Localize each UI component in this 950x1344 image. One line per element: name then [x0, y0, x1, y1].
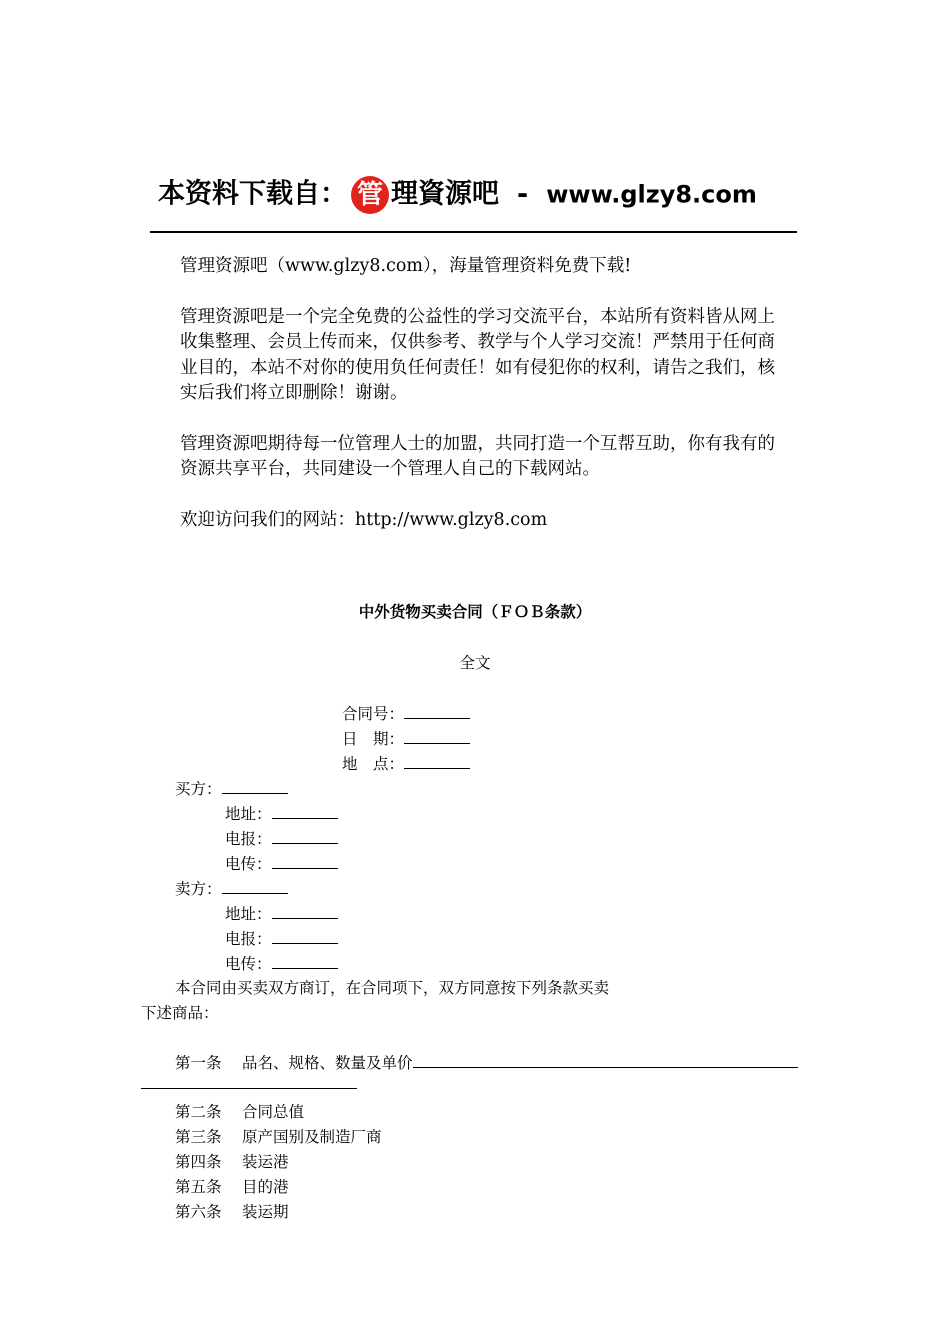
article-1-blank-continuation [141, 1088, 357, 1089]
buyer-telegram-field [225, 827, 338, 849]
seller-fax-field [225, 952, 338, 974]
seller-fax-blank [272, 954, 338, 969]
banner-prefix: 本资料下载自： [158, 178, 347, 210]
buyer-fax-blank [272, 854, 338, 869]
article-3 [175, 1125, 382, 1147]
preamble-line-1: 本合同由买卖双方商订，在合同项下，双方同意按下列条款买卖 [175, 980, 610, 997]
download-source-banner [158, 170, 757, 218]
buyer-label: 买方： [175, 781, 222, 798]
article-text: 目的港 [242, 1179, 289, 1196]
buyer-fax-field [225, 852, 338, 874]
banner-logo-text: 理資源吧 [391, 178, 499, 210]
banner-dash: - [517, 178, 529, 210]
date-blank [404, 729, 470, 744]
intro-paragraph-2: 管理资源吧是一个完全免费的公益性的学习交流平台，本站所有资料皆从网上收集整理、会员上传而来，仅供参考、教学与个人学习交流！严禁用于任何商业目的，本站不对你的使用负任何责任！如有侵犯你的权利，请告之我们，核实后我们将立即删除！谢谢。 [180, 306, 775, 403]
article-text: 装运港 [242, 1154, 289, 1171]
article-1-blank [413, 1053, 798, 1068]
article-text: 合同总值 [242, 1104, 305, 1121]
article-text: 原产国别及制造厂商 [242, 1129, 382, 1146]
article-text: 品名、规格、数量及单价 [242, 1055, 413, 1072]
seller-telegram-blank [272, 929, 338, 944]
buyer-blank [222, 779, 288, 794]
contract-subtitle: 全文 [459, 655, 491, 672]
place-blank [404, 754, 470, 769]
buyer-fax-label: 电传： [225, 856, 272, 873]
article-number: 第三条 [175, 1129, 222, 1146]
article-5 [175, 1175, 289, 1197]
buyer-field [175, 777, 288, 799]
contract-no-blank [404, 704, 470, 719]
seller-blank [222, 879, 288, 894]
article-number: 第六条 [175, 1204, 222, 1221]
date-field [342, 727, 470, 749]
article-number: 第五条 [175, 1179, 222, 1196]
site-logo-icon: 管 [351, 176, 389, 214]
intro-notice [180, 254, 780, 558]
seller-label: 卖方： [175, 881, 222, 898]
banner-divider [150, 231, 797, 233]
buyer-address-blank [272, 804, 338, 819]
seller-telegram-field [225, 927, 338, 949]
buyer-telegram-blank [272, 829, 338, 844]
intro-paragraph-3: 管理资源吧期待每一位管理人士的加盟，共同打造一个互帮互助，你有我有的资源共享平台，共同建设一个管理人自己的下载网站。 [180, 433, 775, 479]
seller-address-label: 地址： [225, 906, 272, 923]
buyer-telegram-label: 电报： [225, 831, 272, 848]
preamble-line-2: 下述商品： [141, 1005, 219, 1022]
article-number: 第一条 [175, 1055, 222, 1072]
article-4 [175, 1150, 289, 1172]
seller-address-blank [272, 904, 338, 919]
intro-paragraph-4: 欢迎访问我们的网站：http://www.glzy8.com [180, 509, 548, 530]
seller-telegram-label: 电报： [225, 931, 272, 948]
place-field [342, 752, 470, 774]
contract-title: 中外货物买卖合同（ＦＯＢ条款） [358, 604, 592, 621]
seller-fax-label: 电传： [225, 956, 272, 973]
contract-no-field [342, 702, 470, 724]
date-label: 日 期： [342, 731, 405, 748]
contract-no-label: 合同号： [342, 706, 405, 723]
seller-address-field [225, 902, 338, 924]
seller-field [175, 877, 288, 899]
article-6 [175, 1200, 289, 1222]
article-number: 第二条 [175, 1104, 222, 1121]
buyer-address-field [225, 802, 338, 824]
article-1 [175, 1051, 798, 1073]
place-label: 地 点： [342, 756, 405, 773]
article-text: 装运期 [242, 1204, 289, 1221]
intro-paragraph-1: 管理资源吧（www.glzy8.com），海量管理资料免费下载! [180, 256, 632, 276]
article-2 [175, 1100, 304, 1122]
banner-site: www.glzy8.com [546, 180, 757, 209]
article-number: 第四条 [175, 1154, 222, 1171]
buyer-address-label: 地址： [225, 806, 272, 823]
